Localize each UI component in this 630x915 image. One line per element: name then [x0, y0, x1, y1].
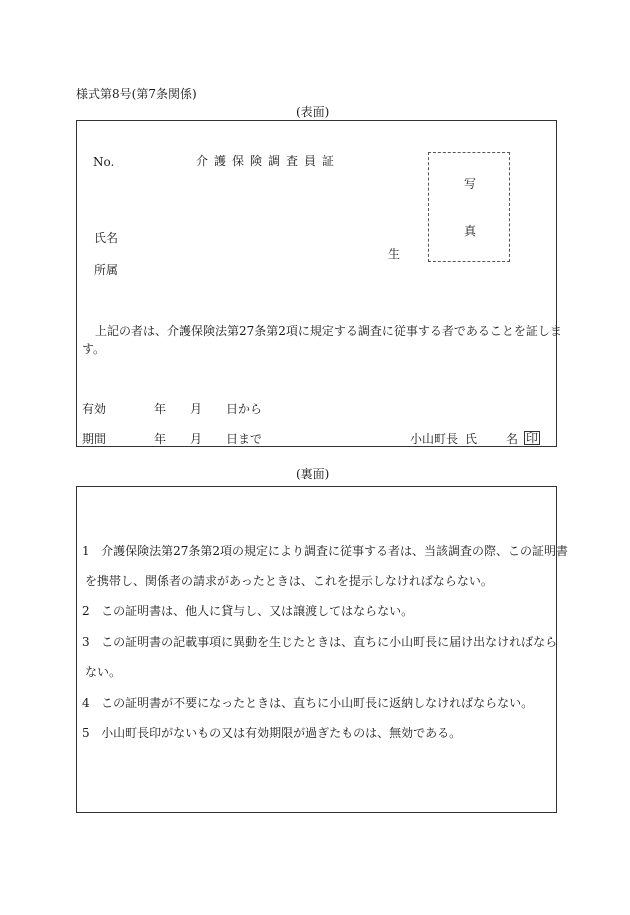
note-1-line-2: を携帯し、関係者の請求があったときは、これを提示しなければならない。 — [85, 574, 493, 588]
valid-from-month: 月 — [190, 402, 203, 416]
photo-label-1: 写 — [464, 177, 477, 191]
note-number: 2 — [82, 604, 90, 618]
note-number: 1 — [82, 544, 90, 558]
note-3-line-2: ない。 — [85, 665, 122, 679]
card-title: 介護保険調査員証 — [196, 154, 341, 168]
card-number-label: No. — [93, 155, 115, 169]
period-label: 期間 — [82, 432, 107, 446]
valid-until-year: 年 — [154, 432, 167, 446]
note-text: 介護保険法第27条第2項の規定により調査に従事する者は、当該調査の際、この証明書 — [101, 544, 569, 558]
issuer-name-2: 名 — [506, 432, 519, 446]
note-1-line-1 — [82, 545, 568, 557]
issuer-name-1: 氏 — [465, 432, 478, 446]
note-5 — [82, 727, 461, 739]
valid-from-year: 年 — [154, 402, 167, 416]
note-number: 5 — [82, 726, 90, 740]
statement-line-2: す。 — [82, 342, 106, 356]
affiliation-label: 所属 — [94, 263, 119, 277]
valid-until-day: 日まで — [226, 432, 263, 446]
photo-placeholder — [428, 152, 510, 262]
birth-label: 生 — [388, 247, 401, 261]
valid-until-month: 月 — [190, 432, 203, 446]
form-number: 様式第8号(第7条関係) — [76, 87, 197, 101]
statement-line-1: 上記の者は、介護保険法第27条第2項に規定する調査に従事する者であることを証しま — [95, 324, 562, 338]
note-number: 3 — [82, 635, 90, 649]
back-card — [76, 486, 557, 813]
front-side-label: (表面) — [296, 105, 330, 119]
note-2 — [82, 605, 413, 617]
note-text: この証明書が不要になったときは、直ちに小山町長に返納しなければならない。 — [101, 696, 534, 710]
note-number: 4 — [82, 696, 90, 710]
note-text: この証明書の記載事項に異動を生じたときは、直ちに小山町長に届け出なければなら — [101, 635, 558, 649]
note-text: この証明書は、他人に貸与し、又は譲渡してはならない。 — [101, 604, 414, 618]
note-text: 小山町長印がないもの又は有効期限が過ぎたものは、無効である。 — [101, 726, 462, 740]
photo-label-2: 真 — [464, 224, 477, 238]
valid-from-day: 日から — [226, 402, 263, 416]
seal-mark: 印 — [526, 431, 539, 445]
note-4 — [82, 697, 533, 709]
note-3-line-1 — [82, 636, 557, 648]
name-label: 氏名 — [94, 231, 119, 245]
back-side-label: (裏面) — [296, 467, 330, 481]
valid-label: 有効 — [82, 402, 107, 416]
issuer-title: 小山町長 — [410, 432, 459, 446]
